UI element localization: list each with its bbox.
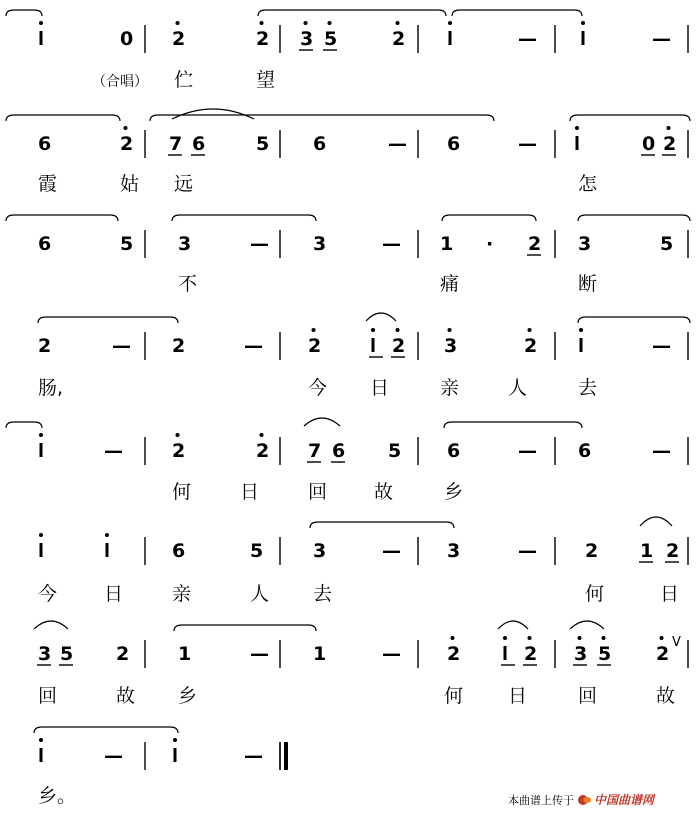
high-octave-dot xyxy=(528,328,532,332)
high-octave-dot xyxy=(312,328,316,332)
note xyxy=(39,21,43,45)
note-digit: 1 xyxy=(440,233,454,255)
note-digit: 2 xyxy=(392,28,406,50)
high-octave-dot xyxy=(328,21,332,25)
note xyxy=(120,233,133,255)
note xyxy=(307,440,321,462)
note xyxy=(331,440,345,462)
tie-slur xyxy=(38,317,178,323)
note-digit: 6 xyxy=(578,440,592,462)
note-digit: 3 xyxy=(178,233,192,255)
note-digit: — xyxy=(382,643,401,665)
lyric-char: 今 xyxy=(308,377,328,399)
lyric-char: 伫 xyxy=(174,69,194,91)
tie-slur xyxy=(6,215,118,221)
note xyxy=(388,440,401,462)
note xyxy=(447,440,460,462)
final-bar-thick xyxy=(284,742,288,770)
note-digit: 2 xyxy=(666,540,680,562)
note xyxy=(168,133,182,155)
note-digit: — xyxy=(104,745,123,767)
high-octave-dot xyxy=(371,328,375,332)
note-digit: 2 xyxy=(528,233,542,255)
note xyxy=(313,540,326,562)
tie-slur xyxy=(570,115,690,121)
lyric-char: 今 xyxy=(38,583,58,605)
high-octave-dot xyxy=(667,126,671,130)
note-digit: 6 xyxy=(38,233,52,255)
note xyxy=(323,21,337,50)
note xyxy=(665,540,679,562)
tie-slur xyxy=(578,215,690,221)
note xyxy=(178,643,191,665)
note-digit: — xyxy=(652,28,671,50)
note xyxy=(448,21,452,45)
dash-extension xyxy=(652,28,671,50)
note xyxy=(573,636,587,665)
high-octave-dot xyxy=(260,21,264,25)
tie-slur xyxy=(310,522,454,528)
dash-extension xyxy=(518,440,537,462)
note-digit: 3 xyxy=(444,335,458,357)
dash-extension xyxy=(652,440,671,462)
dash-extension xyxy=(250,233,269,255)
note-digit: 2 xyxy=(585,540,599,562)
high-octave-dot xyxy=(39,433,43,437)
lyric-char: 乡 xyxy=(444,481,464,503)
high-octave-dot xyxy=(528,636,532,640)
note xyxy=(578,440,591,462)
lyric-char: 亲 xyxy=(172,583,192,605)
note xyxy=(641,133,655,155)
note xyxy=(313,643,326,665)
note-digit: — xyxy=(112,335,131,357)
high-octave-dot xyxy=(578,636,582,640)
note-digit: 2 xyxy=(172,335,186,357)
note xyxy=(656,636,669,665)
note xyxy=(501,636,515,665)
lyric-char: 姑 xyxy=(120,173,140,195)
dash-extension xyxy=(104,440,123,462)
note xyxy=(579,328,583,352)
tie-slur xyxy=(578,317,690,323)
note-digit: 5 xyxy=(660,233,674,255)
tie-slur xyxy=(444,422,582,428)
note xyxy=(392,21,405,50)
note xyxy=(444,328,457,357)
breath-mark: V xyxy=(672,635,681,650)
site-name: 中国曲谱网 xyxy=(594,793,655,807)
note-digit: 1 xyxy=(640,540,654,562)
high-octave-dot xyxy=(396,21,400,25)
note xyxy=(39,533,43,557)
high-octave-dot xyxy=(304,21,308,25)
note-digit: — xyxy=(244,335,263,357)
tie-slur xyxy=(172,109,254,119)
high-octave-dot xyxy=(579,328,583,332)
note xyxy=(597,636,611,665)
tie-slur xyxy=(640,517,672,526)
logo-icon xyxy=(578,794,592,806)
note-digit: — xyxy=(518,133,537,155)
note-digit: 2 xyxy=(38,335,52,357)
note-digit: 3 xyxy=(300,28,314,50)
note-digit: 3 xyxy=(447,540,461,562)
lyric-char: 乡。 xyxy=(38,785,77,807)
note-digit: 5 xyxy=(120,233,134,255)
note-digit: — xyxy=(518,540,537,562)
footer-upload-text: 本曲谱上传于 xyxy=(508,793,574,807)
dash-extension xyxy=(244,745,263,767)
lyric-char: 痛 xyxy=(440,273,460,295)
note-digit: — xyxy=(104,440,123,462)
note xyxy=(447,133,460,155)
lyric-char: 日 xyxy=(104,583,124,605)
note-digit: 5 xyxy=(256,133,270,155)
note xyxy=(256,433,269,462)
tie-slur xyxy=(6,422,42,428)
high-octave-dot xyxy=(124,126,128,130)
note-digit: — xyxy=(652,440,671,462)
dash-extension xyxy=(518,540,537,562)
note-digit: 3 xyxy=(313,540,327,562)
dash-extension xyxy=(382,540,401,562)
note-digit: 5 xyxy=(60,643,74,665)
note xyxy=(440,233,453,255)
note-digit: — xyxy=(382,233,401,255)
lyric-char: 故 xyxy=(374,481,394,503)
note-digit: 6 xyxy=(447,133,461,155)
note xyxy=(299,21,313,50)
high-octave-dot xyxy=(39,738,43,742)
note xyxy=(105,533,109,557)
note xyxy=(116,643,129,665)
lyric-char: 回 xyxy=(578,685,598,707)
note-digit: — xyxy=(518,28,537,50)
note-digit: 2 xyxy=(656,643,670,665)
note-digit: 3 xyxy=(574,643,588,665)
note-digit: 6 xyxy=(192,133,206,155)
note xyxy=(173,738,177,762)
lyric-char: 亲 xyxy=(440,377,460,399)
note xyxy=(581,21,585,45)
note-digit: 1 xyxy=(178,643,192,665)
tie-slur xyxy=(6,10,42,16)
note xyxy=(172,540,185,562)
note xyxy=(38,133,51,155)
note-digit: 2 xyxy=(172,440,186,462)
high-octave-dot xyxy=(448,21,452,25)
high-octave-dot xyxy=(503,636,507,640)
note-digit: 2 xyxy=(256,440,270,462)
high-octave-dot xyxy=(602,636,606,640)
high-octave-dot xyxy=(575,126,579,130)
high-octave-dot xyxy=(176,21,180,25)
dash-extension xyxy=(382,233,401,255)
lyric-char: 何 xyxy=(172,481,192,503)
note-digit: 2 xyxy=(524,335,538,357)
note xyxy=(178,233,191,255)
high-octave-dot xyxy=(260,433,264,437)
high-octave-dot xyxy=(396,328,400,332)
note-digit: 6 xyxy=(172,540,186,562)
note xyxy=(662,126,676,155)
lyric-char: 人 xyxy=(250,583,270,605)
note xyxy=(39,738,43,762)
note xyxy=(313,233,326,255)
note xyxy=(523,636,537,665)
lyric-char: 何 xyxy=(585,583,605,605)
note-digit: 0 xyxy=(120,28,134,50)
note-digit: 3 xyxy=(578,233,592,255)
note-digit: 7 xyxy=(169,133,183,155)
high-octave-dot xyxy=(173,738,177,742)
tie-slur xyxy=(34,727,178,733)
note-digit: 1 xyxy=(313,643,327,665)
note xyxy=(524,328,537,357)
note xyxy=(120,28,133,50)
dash-extension xyxy=(112,335,131,357)
lyric-char: 日 xyxy=(508,685,528,707)
lyric-char: 故 xyxy=(656,685,676,707)
note-digit: — xyxy=(244,745,263,767)
note xyxy=(527,233,541,255)
note xyxy=(313,133,326,155)
note xyxy=(120,126,133,155)
note-digit: 2 xyxy=(663,133,677,155)
dash-extension xyxy=(244,335,263,357)
note xyxy=(39,433,43,457)
note-digit: 3 xyxy=(313,233,327,255)
tie-slur xyxy=(34,621,68,629)
note xyxy=(172,335,185,357)
high-octave-dot xyxy=(581,21,585,25)
note xyxy=(575,126,579,150)
lyric-char: 怎 xyxy=(578,173,598,195)
tie-slur xyxy=(442,215,536,221)
high-octave-dot xyxy=(451,636,455,640)
lyric-char: 断 xyxy=(578,273,598,295)
note-digit: — xyxy=(250,233,269,255)
dash-extension xyxy=(250,643,269,665)
note xyxy=(256,21,269,50)
note-digit: 7 xyxy=(308,440,322,462)
note xyxy=(660,233,673,255)
note-digit: 5 xyxy=(324,28,338,50)
note xyxy=(38,335,51,357)
note xyxy=(256,133,269,155)
lyric-char: 霞 xyxy=(38,173,58,195)
lyric-char: 日 xyxy=(240,481,260,503)
tie-slur xyxy=(304,418,340,426)
lyric-char: 日 xyxy=(660,583,680,605)
high-octave-dot xyxy=(176,433,180,437)
note-digit: 6 xyxy=(313,133,327,155)
high-octave-dot xyxy=(39,533,43,537)
lyric-char: 何 xyxy=(444,685,464,707)
dash-extension xyxy=(518,28,537,50)
note xyxy=(59,643,73,665)
note-digit: 6 xyxy=(332,440,346,462)
site-logo[interactable] xyxy=(578,791,654,808)
note-digit: 0 xyxy=(642,133,656,155)
tie-slur xyxy=(150,115,494,121)
dash-extension xyxy=(652,335,671,357)
lyric-char: 去 xyxy=(313,583,333,605)
note xyxy=(191,133,205,155)
note xyxy=(172,433,185,462)
note-digit: 5 xyxy=(388,440,402,462)
note xyxy=(578,233,591,255)
dash-extension xyxy=(104,745,123,767)
note xyxy=(172,21,185,50)
note-digit: 2 xyxy=(447,643,461,665)
high-octave-dot xyxy=(39,21,43,25)
high-octave-dot xyxy=(660,636,664,640)
note-digit: — xyxy=(382,540,401,562)
note-digit: 2 xyxy=(392,335,406,357)
note xyxy=(447,636,460,665)
note-digit: · xyxy=(486,233,494,255)
tie-slur xyxy=(174,625,316,631)
tie-slur xyxy=(570,621,604,629)
note-digit: — xyxy=(518,440,537,462)
note-digit: 2 xyxy=(120,133,134,155)
lyric-char: 肠, xyxy=(38,377,64,399)
note xyxy=(369,328,383,357)
lyric-char: 去 xyxy=(578,377,598,399)
note xyxy=(447,540,460,562)
note-digit: 2 xyxy=(172,28,186,50)
note-digit: — xyxy=(652,335,671,357)
lyric-char: 故 xyxy=(116,685,136,707)
lyric-char: 不 xyxy=(178,273,198,295)
note-digit: 2 xyxy=(256,28,270,50)
note xyxy=(639,540,653,562)
note xyxy=(37,643,51,665)
note-digit: — xyxy=(250,643,269,665)
note xyxy=(486,233,493,255)
note-digit: 6 xyxy=(38,133,52,155)
note-digit: 2 xyxy=(308,335,322,357)
lyric-char: 乡 xyxy=(178,685,198,707)
lyric-char: 日 xyxy=(370,377,390,399)
note-digit: — xyxy=(388,133,407,155)
dash-extension xyxy=(518,133,537,155)
note xyxy=(585,540,598,562)
lyric-char: 远 xyxy=(174,173,194,195)
note-digit: 5 xyxy=(250,540,264,562)
note xyxy=(391,328,405,357)
lyric-char: （合唱） xyxy=(92,74,148,90)
note xyxy=(308,328,321,357)
footer xyxy=(508,791,654,808)
lyric-char: 回 xyxy=(308,481,328,503)
tie-slur xyxy=(258,10,446,16)
dash-extension xyxy=(388,133,407,155)
note-digit: 5 xyxy=(598,643,612,665)
note-digit: 2 xyxy=(524,643,538,665)
lyric-char: 望 xyxy=(256,69,276,91)
note-digit: 2 xyxy=(116,643,130,665)
lyric-char: 人 xyxy=(508,377,528,399)
high-octave-dot xyxy=(448,328,452,332)
note-digit: 6 xyxy=(447,440,461,462)
note xyxy=(250,540,263,562)
tie-slur xyxy=(6,115,120,121)
high-octave-dot xyxy=(105,533,109,537)
note-digit: 3 xyxy=(38,643,52,665)
tie-slur xyxy=(498,621,528,629)
note xyxy=(38,233,51,255)
tie-slur xyxy=(172,215,316,221)
tie-slur xyxy=(452,10,582,16)
lyric-char: 回 xyxy=(38,685,58,707)
tie-slur xyxy=(366,313,396,321)
dash-extension xyxy=(382,643,401,665)
